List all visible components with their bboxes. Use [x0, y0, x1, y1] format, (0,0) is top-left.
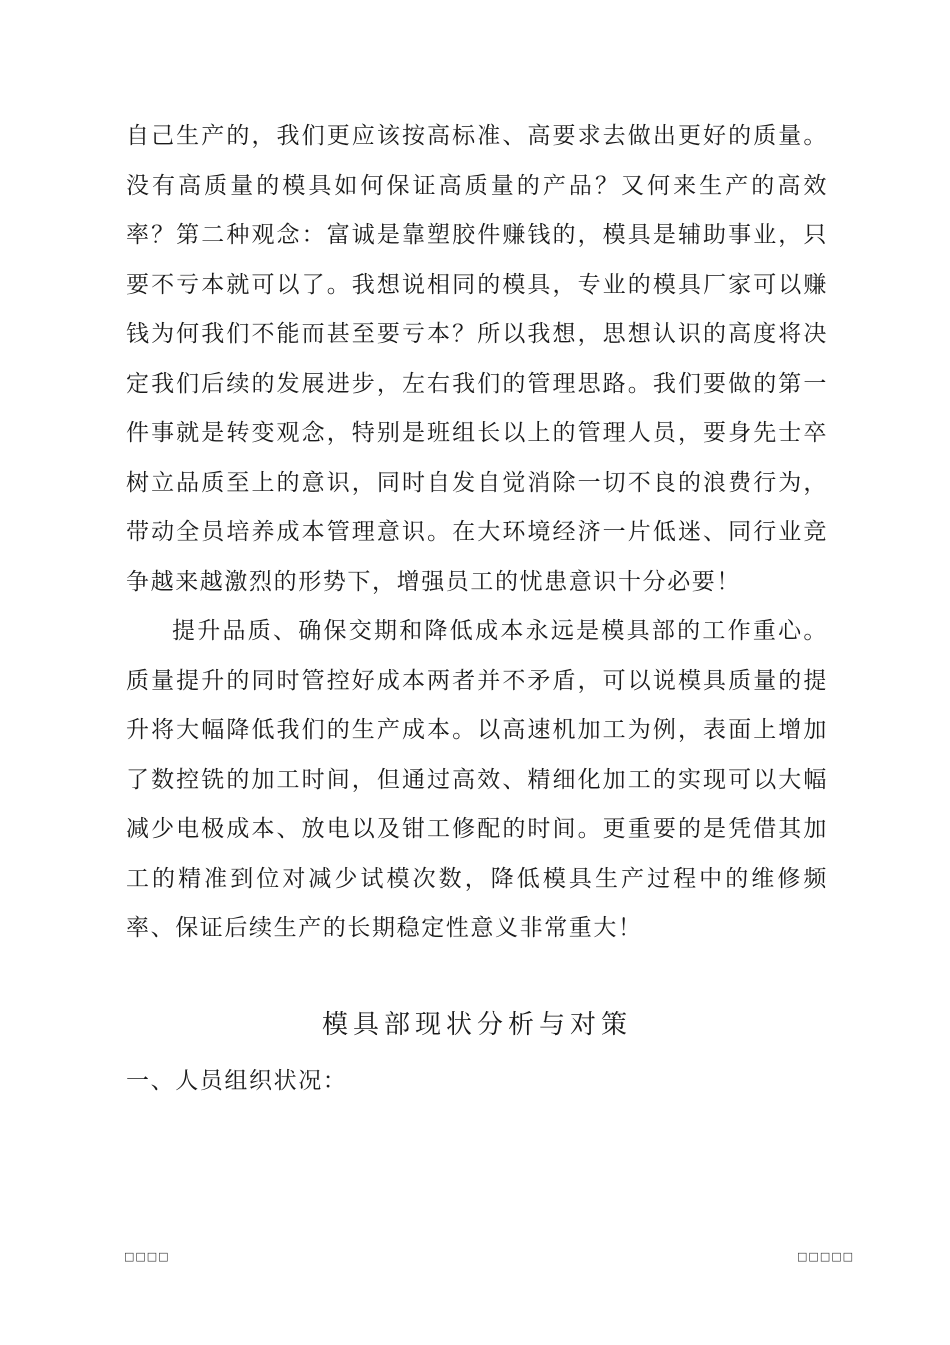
paragraph-2: 提升品质、确保交期和降低成本永远是模具部的工作重心。质量提升的同时管控好成本两者并不矛盾，可以说模具质量的提升将大幅降低我们的生产成本。以高速机加工为例，表面上增加了数控铣的加工时间，但通过高效、精细化加工的实现可以大幅减少电极成本、放电以及钳工修配的时间。更重要的是凭借其加工的精准到位对减少试模次数，降低模具生产过程中的维修频率、保证后续生产的长期稳定性意义非常重大！ [126, 618, 828, 941]
body-text [126, 112, 828, 954]
footer-right: □□□□□ [797, 1250, 854, 1263]
section-title: 模具部现状分析与对策 [321, 1010, 632, 1040]
footer-left: □□□□ [124, 1250, 170, 1263]
subheading: 一、人员组织状况： [126, 1068, 348, 1094]
paragraph-1: 自己生产的，我们更应该按高标准、高要求去做出更好的质量。没有高质量的模具如何保证高质量的产品？又何来生产的高效率？第二种观念：富诚是靠塑胶件赚钱的，模具是辅助事业，只要不亏本就可以了。我想说相同的模具，专业的模具厂家可以赚钱为何我们不能而甚至要亏本？所以我想，思想认识的高度将决定我们后续的发展进步，左右我们的管理思路。我们要做的第一件事就是转变观念，特别是班组长以上的管理人员，要身先士卒树立品质至上的意识，同时自发自觉消除一切不良的浪费行为，带动全员培养成本管理意识。在大环境经济一片低迷、同行业竞争越来越激烈的形势下，增强员工的忧患意识十分必要！ [126, 123, 828, 595]
